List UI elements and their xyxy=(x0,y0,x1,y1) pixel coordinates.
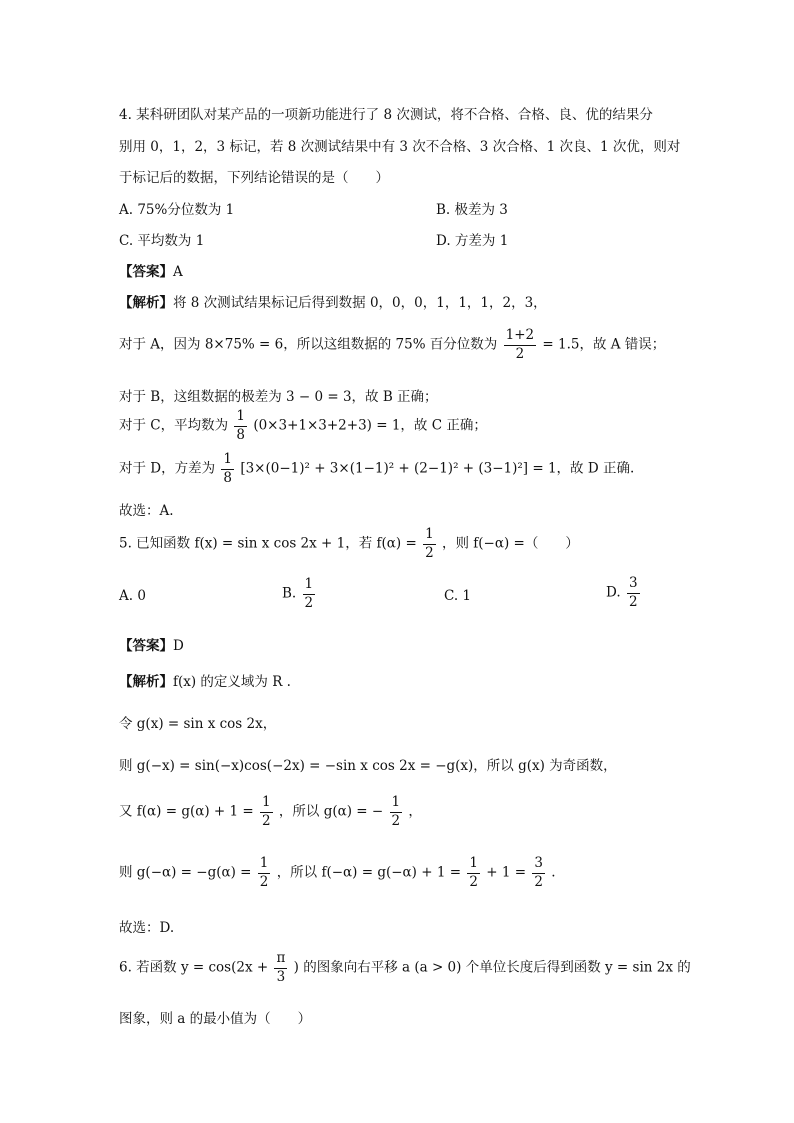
answer-value: D xyxy=(173,638,184,654)
numerator: 1 xyxy=(467,857,480,874)
analysis-text: ，所以 f(−α) = g(−α) + 1 = xyxy=(276,864,462,881)
analysis-text: 对于 D，方差为 xyxy=(119,460,216,477)
denominator: 2 xyxy=(262,812,271,829)
q5-conclusion: 故选：D. xyxy=(119,920,175,936)
analysis-tag: 【解析】 xyxy=(119,295,173,311)
analysis-text: (0×3+1×3+2+3) = 1，故 C 正确； xyxy=(253,417,487,434)
q4-stem-line-1: 4. 某科研团队对某产品的一项新功能进行了 8 次测试，将不合格、合格、良、优的结果分 xyxy=(119,107,653,123)
stem-text: 5. 已知函数 f(x) = sin x cos 2x + 1，若 f(α) = xyxy=(119,535,417,552)
analysis-text: + 1 = xyxy=(486,864,527,881)
stem-text: 6. 若函数 y = cos(2x + xyxy=(119,959,269,976)
analysis-text: . xyxy=(551,864,556,881)
fraction xyxy=(221,453,234,485)
q5-option-c: C. 1 xyxy=(444,588,472,604)
numerator: 1 xyxy=(390,796,403,813)
q5-analysis-2: 令 g(x) = sin x cos 2x， xyxy=(119,716,277,732)
numerator: 1 xyxy=(234,410,247,427)
denominator: 2 xyxy=(304,594,314,611)
denominator: 2 xyxy=(515,345,525,362)
fraction xyxy=(390,796,403,828)
option-label: B. xyxy=(282,585,297,602)
denominator: 3 xyxy=(276,968,286,985)
analysis-text: 则 g(−α) = −g(α) = xyxy=(119,864,252,881)
stem-text: ) 的图象向右平移 a (a > 0) 个单位长度后得到函数 y = sin 2x 的 xyxy=(293,959,691,976)
numerator: 1 xyxy=(303,578,316,595)
numerator: 1 xyxy=(260,796,273,813)
answer-tag: 【答案】 xyxy=(119,264,173,280)
fraction xyxy=(303,578,316,610)
q4-analysis-intro xyxy=(119,291,547,311)
analysis-text: [3×(0−1)² + 3×(1−1)² + (2−1)² + (3−1)²] = 1，故 D 正确. xyxy=(240,460,635,477)
q4-analysis-d xyxy=(119,453,634,485)
analysis-text: = 1.5，故 A 错误； xyxy=(542,336,666,353)
denominator: 2 xyxy=(425,544,434,561)
analysis-tag: 【解析】 xyxy=(119,674,173,690)
denominator: 8 xyxy=(223,469,233,486)
q5-analysis-4 xyxy=(119,796,422,828)
denominator: 8 xyxy=(236,426,246,443)
answer-value: A xyxy=(173,264,183,280)
q5-analysis-3: 则 g(−x) = sin(−x)cos(−2x) = −sin x cos 2x = −g(x)，所以 g(x) 为奇函数， xyxy=(119,758,617,774)
stem-text: ，则 f(−α) =（ ） xyxy=(441,535,579,552)
q5-option-a: A. 0 xyxy=(119,588,146,604)
numerator: 1 xyxy=(258,857,271,874)
q5-analysis-1 xyxy=(119,670,291,690)
answer-tag: 【答案】 xyxy=(119,638,173,654)
q4-option-a: A. 75%分位数为 1 xyxy=(119,202,235,218)
q4-option-b: B. 极差为 3 xyxy=(436,202,508,218)
q4-stem-line-3: 于标记后的数据，下列结论错误的是（ ） xyxy=(119,170,389,186)
q4-conclusion: 故选：A. xyxy=(119,503,174,519)
numerator: 3 xyxy=(532,857,545,874)
analysis-text: ， xyxy=(408,803,422,820)
numerator: 1 xyxy=(221,453,234,470)
fraction xyxy=(467,857,480,889)
analysis-text: ，所以 g(α) = − xyxy=(278,803,384,820)
q5-stem xyxy=(119,528,579,560)
fraction xyxy=(627,577,640,609)
option-label: D. xyxy=(606,584,621,601)
q4-answer xyxy=(119,260,183,280)
q5-analysis-5 xyxy=(119,857,556,889)
fraction xyxy=(274,952,287,984)
numerator: 3 xyxy=(627,577,640,594)
q4-stem-line-2: 别用 0，1，2，3 标记，若 8 次测试结果中有 3 次不合格、3 次合格、1 次良、1 次优，则对 xyxy=(119,139,681,155)
denominator: 2 xyxy=(391,812,401,829)
denominator: 2 xyxy=(259,873,269,890)
denominator: 2 xyxy=(469,873,478,890)
fraction xyxy=(234,410,247,442)
analysis-text: 对于 C，平均数为 xyxy=(119,417,229,434)
q4-analysis-a xyxy=(119,329,665,361)
fraction xyxy=(532,857,545,889)
numerator: 1 xyxy=(423,528,436,545)
numerator: 1+2 xyxy=(504,329,537,346)
numerator: π xyxy=(274,952,287,969)
q5-answer xyxy=(119,634,184,654)
q4-analysis-b: 对于 B，这组数据的极差为 3 − 0 = 3，故 B 正确； xyxy=(119,389,438,405)
fraction xyxy=(260,796,273,828)
analysis-text: f(x) 的定义域为 R . xyxy=(173,674,291,690)
analysis-text: 对于 A，因为 8×75% = 6，所以这组数据的 75% 百分位数为 xyxy=(119,336,498,353)
denominator: 2 xyxy=(534,873,543,890)
q6-stem-line-1 xyxy=(119,952,691,984)
analysis-text: 又 f(α) = g(α) + 1 = xyxy=(119,803,254,820)
fraction xyxy=(504,329,537,361)
q6-stem-line-2: 图象，则 a 的最小值为（ ） xyxy=(119,1011,312,1027)
q4-option-d: D. 方差为 1 xyxy=(436,233,509,249)
denominator: 2 xyxy=(628,593,638,610)
q5-option-b xyxy=(282,578,317,610)
analysis-text: 将 8 次测试结果标记后得到数据 0，0，0，1，1，1，2，3， xyxy=(173,295,547,311)
q4-option-c: C. 平均数为 1 xyxy=(119,233,205,249)
q4-analysis-c xyxy=(119,410,487,442)
fraction xyxy=(423,528,436,560)
fraction xyxy=(258,857,271,889)
q5-option-d xyxy=(606,577,642,609)
